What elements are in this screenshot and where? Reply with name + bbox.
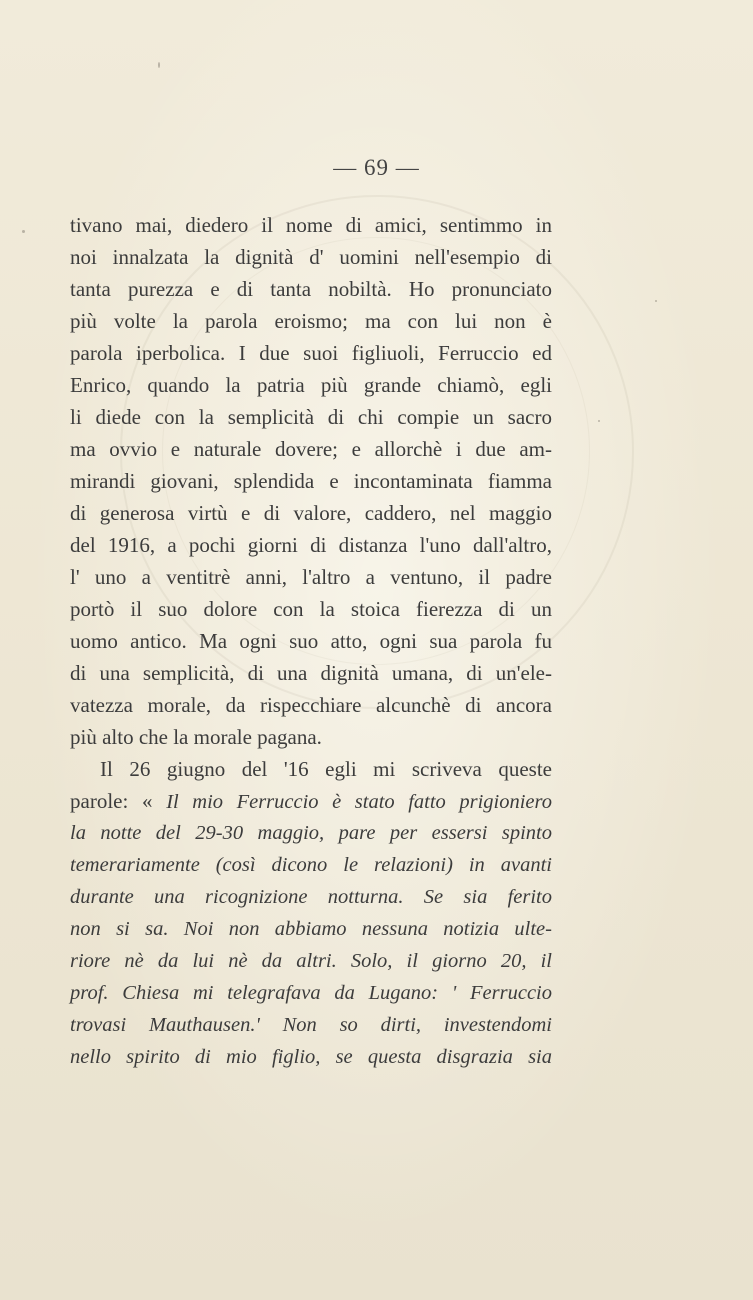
text-line: di generosa virtù e di valore, caddero, nel maggio — [70, 501, 552, 525]
paper-speck — [158, 62, 160, 68]
text-run-italic: Il mio Ferruccio è stato fatto prigioniero — [166, 791, 552, 813]
text-line: Il 26 giugno del '16 egli mi scriveva queste — [100, 757, 552, 781]
text-line: più alto che la morale pagana. — [70, 725, 322, 749]
page-number: — 69 — — [333, 155, 420, 180]
text-line: tanta purezza e di tanta nobiltà. Ho pronunciato — [70, 277, 552, 301]
text-line: tivano mai, diedero il nome di amici, sentimmo in — [70, 213, 552, 237]
text-line: portò il suo dolore con la stoica fierezza di un — [70, 597, 552, 621]
text-line: riore nè da lui nè da altri. Solo, il giorno 20, il — [70, 950, 552, 972]
paper-speck — [598, 420, 600, 422]
text-line: più volte la parola eroismo; ma con lui non è — [70, 309, 552, 333]
text-line: uomo antico. Ma ogni suo atto, ogni sua parola fu — [70, 629, 552, 653]
text-line: nello spirito di mio figlio, se questa disgrazia sia — [70, 1046, 552, 1068]
text-line: non si sa. Noi non abbiamo nessuna notizia ulte- — [70, 918, 552, 940]
text-line: temerariamente (così dicono le relazioni) in avanti — [70, 854, 552, 876]
text-line: parola iperbolica. I due suoi figliuoli, Ferruccio ed — [70, 341, 552, 365]
text-line: Enrico, quando la patria più grande chiamò, egli — [70, 373, 552, 397]
text-line: la notte del 29-30 maggio, pare per essersi spinto — [70, 822, 552, 844]
text-line: li diede con la semplicità di chi compie un sacro — [70, 405, 552, 429]
paper-speck — [22, 230, 25, 233]
text-line: noi innalzata la dignità d' uomini nell'esempio di — [70, 245, 552, 269]
text-line — [70, 785, 552, 817]
text-line: prof. Chiesa mi telegrafava da Lugano: ' Ferruccio — [70, 982, 552, 1004]
text-line: ma ovvio e naturale dovere; e allorchè i due am- — [70, 437, 552, 461]
text-line: del 1916, a pochi giorni di distanza l'uno dall'altro, — [70, 533, 552, 557]
text-line: durante una ricognizione notturna. Se sia ferito — [70, 886, 552, 908]
text-line: di una semplicità, di una dignità umana, di un'ele- — [70, 661, 552, 685]
text-line: trovasi Mauthausen.' Non so dirti, investendomi — [70, 1014, 552, 1036]
paper-speck — [655, 300, 657, 302]
text-line: l' uno a ventitrè anni, l'altro a ventuno, il padre — [70, 565, 552, 589]
text-run-roman: parole: « — [70, 789, 167, 813]
text-line: vatezza morale, da rispecchiare alcunchè di ancora — [70, 693, 552, 717]
text-line: mirandi giovani, splendida e incontaminata fiamma — [70, 469, 552, 493]
body-text — [70, 209, 552, 1073]
